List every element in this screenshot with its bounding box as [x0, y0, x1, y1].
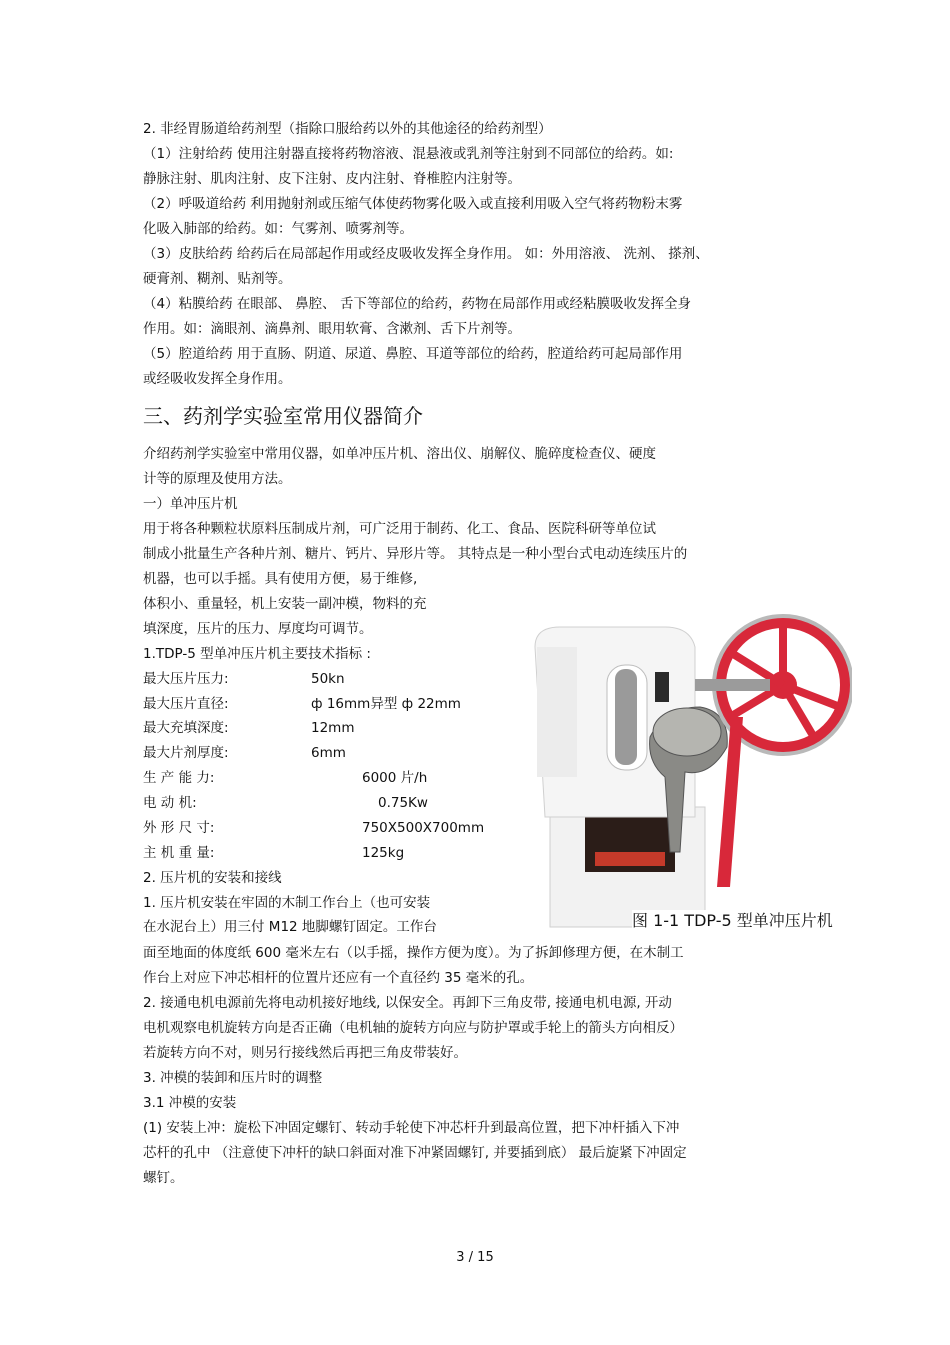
spec-value: 50kn — [311, 671, 345, 687]
intro-line: 计等的原理及使用方法。 — [143, 471, 292, 487]
section2-title: 2. 非经胃肠道给药剂型（指除口服给药以外的其他途径的给药剂型） — [143, 121, 552, 137]
spec-value: 750X500X700mm — [362, 820, 485, 836]
figure-caption: 图 1-1 TDP-5 型单冲压片机 — [632, 911, 833, 930]
body-line: （4）粘膜给药 在眼部、 鼻腔、 舌下等部位的给药，药物在局部作用或经粘膜吸收发挥全身 — [143, 296, 691, 312]
tablet-press-figure — [515, 567, 852, 935]
die-line: (1) 安装上冲：旋松下冲固定螺钉、转动手轮使下冲芯杆升到最高位置，把下冲杆插入下冲 — [143, 1120, 680, 1136]
install-line: 面至地面的体度纸 600 毫米左右（以手摇，操作方便为度）。为了拆卸修理方便，在木制工 — [143, 945, 684, 961]
desc-line: 用于将各种颗粒状原料压制成片剂，可广泛用于制药、化工、食品、医院科研等单位试 — [143, 521, 656, 537]
install-title: 2. 压片机的安装和接线 — [143, 870, 282, 886]
section3-heading: 三、药剂学实验室常用仪器简介 — [143, 404, 423, 428]
install-line: 作台上对应下冲芯相杆的位置片还应有一个直径约 35 毫米的孔。 — [143, 970, 534, 986]
spec-key: 最大片剂厚度: — [143, 745, 229, 761]
body-line: 化吸入肺部的给药。如：气雾剂、喷雾剂等。 — [143, 221, 413, 237]
spec-value: 0.75Kw — [378, 795, 428, 811]
spec-value: 6000 片/h — [362, 770, 428, 786]
body-line: 静脉注射、肌肉注射、皮下注射、皮内注射、脊椎腔内注射等。 — [143, 171, 521, 187]
spec-value: 6mm — [311, 745, 346, 761]
spec-value: 12mm — [311, 720, 355, 736]
body-line: （3）皮肤给药 给药后在局部起作用或经皮吸收发挥全身作用。 如：外用溶液、 洗剂、 搽剂、 — [143, 246, 709, 262]
body-line: （2）呼吸道给药 利用抛射剂或压缩气体使药物雾化吸入或直接利用吸入空气将药物粉末雾 — [143, 196, 683, 212]
die-subtitle: 3.1 冲模的安装 — [143, 1095, 237, 1111]
spec-key: 电 动 机: — [143, 795, 197, 811]
spec-key: 最大压片压力: — [143, 671, 229, 687]
subsection-title: 一）单冲压片机 — [143, 496, 238, 512]
die-title: 3. 冲模的装卸和压片时的调整 — [143, 1070, 323, 1086]
body-line: （5）腔道给药 用于直肠、阴道、尿道、鼻腔、耳道等部位的给药，腔道给药可起局部作用 — [143, 346, 683, 362]
spec-key: 主 机 重 量: — [143, 845, 215, 861]
body-line: 作用。如：滴眼剂、滴鼻剂、眼用软膏、含漱剂、舌下片剂等。 — [143, 321, 521, 337]
spec-key: 最大充填深度: — [143, 720, 229, 736]
install-line: 2. 接通电机电源前先将电动机接好地线, 以保安全。再卸下三角皮带, 接通电机电源, 开动 — [143, 995, 672, 1011]
install-line: 在水泥台上）用三付 M12 地脚螺钉固定。工作台 — [143, 919, 437, 935]
body-line: （1）注射给药 使用注射器直接将药物溶液、混悬液或乳剂等注射到不同部位的给药。如: — [143, 146, 674, 162]
desc-line: 填深度，压片的压力、厚度均可调节。 — [143, 621, 373, 637]
tablet-press-illustration — [515, 567, 852, 935]
intro-line: 介绍药剂学实验室中常用仪器，如单冲压片机、溶出仪、崩解仪、脆碎度检查仪、硬度 — [143, 446, 656, 462]
spec-key: 外 形 尺 寸: — [143, 820, 215, 836]
spec-key: 生 产 能 力: — [143, 770, 215, 786]
desc-line: 机器，也可以手摇。具有使用方便，易于维修, — [143, 571, 418, 587]
spec-value: 125kg — [362, 845, 405, 861]
die-line: 螺钉。 — [143, 1170, 184, 1186]
die-line: 芯杆的孔中 （注意使下冲杆的缺口斜面对准下冲紧固螺钉, 并要插到底） 最后旋紧下冲固定 — [143, 1145, 687, 1161]
spec-key: 最大压片直径: — [143, 696, 229, 712]
spec-title: 1.TDP-5 型单冲压片机主要技术指标 : — [143, 646, 371, 662]
page-number: 3 / 15 — [456, 1250, 494, 1265]
desc-line: 体积小、重量轻，机上安装一副冲模，物料的充 — [143, 596, 427, 612]
body-line: 硬膏剂、糊剂、贴剂等。 — [143, 271, 292, 287]
install-line: 若旋转方向不对，则另行接线然后再把三角皮带装好。 — [143, 1045, 467, 1061]
body-line: 或经吸收发挥全身作用。 — [143, 371, 292, 387]
install-line: 1. 压片机安装在牢固的木制工作台上（也可安装 — [143, 895, 431, 911]
install-line: 电机观察电机旋转方向是否正确（电机轴的旋转方向应与防护罩或手轮上的箭头方向相反） — [143, 1020, 683, 1036]
desc-line: 制成小批量生产各种片剂、糖片、钙片、异形片等。 其特点是一种小型台式电动连续压片的 — [143, 546, 688, 562]
spec-value: ф 16mm异型 ф 22mm — [311, 696, 461, 712]
